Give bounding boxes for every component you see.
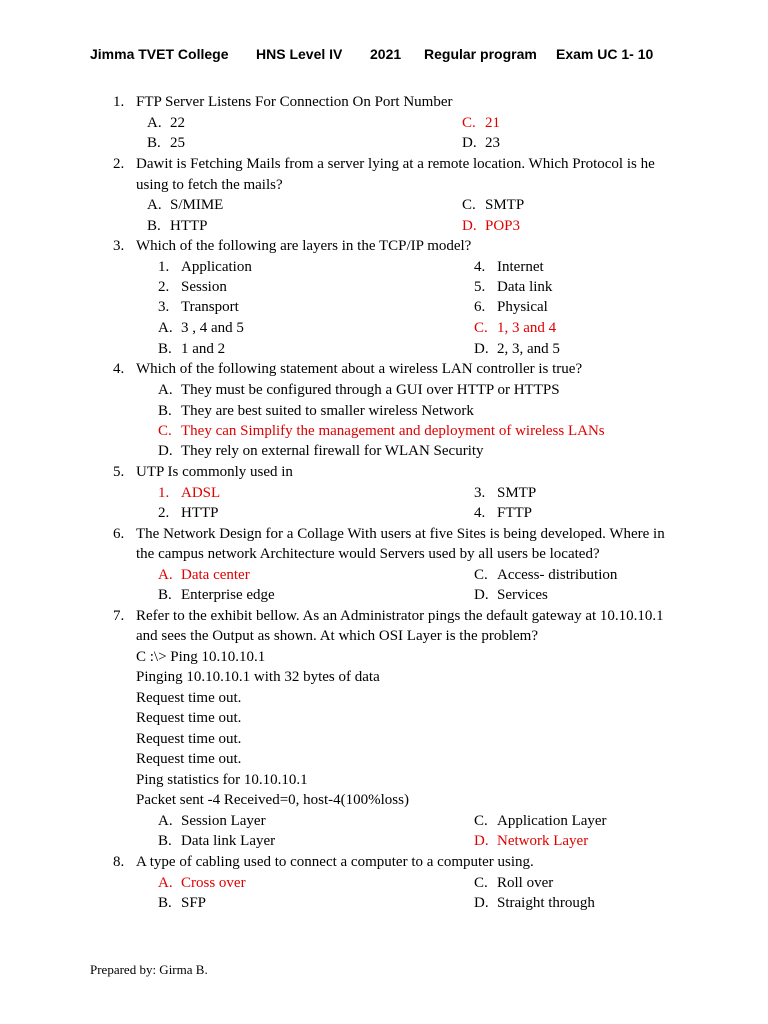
exhibit-line: Request time out. — [136, 710, 242, 726]
item-marker: 2. — [158, 279, 170, 295]
header-level: HNS Level IV — [256, 46, 343, 62]
option-2-marker: 2. — [158, 505, 170, 521]
option-a: They must be configured through a GUI over HTTP or HTTPS — [181, 382, 560, 398]
option-2: HTTP — [181, 505, 219, 521]
option-c-marker: C. — [474, 875, 488, 891]
option-b-marker: B. — [158, 403, 172, 419]
question-number: 3. — [113, 238, 125, 254]
item-text: Application — [181, 259, 252, 275]
question-number: 4. — [113, 361, 125, 377]
header-program: Regular program — [424, 46, 537, 62]
option-d-marker: D. — [462, 218, 477, 234]
exhibit-line: C :\> Ping 10.10.10.1 — [136, 649, 266, 665]
option-b-marker: B. — [158, 341, 172, 357]
item-marker: 6. — [474, 299, 486, 315]
option-a: 3 , 4 and 5 — [181, 320, 244, 336]
exhibit-line: Request time out. — [136, 690, 242, 706]
option-c-marker: C. — [474, 567, 488, 583]
option-b-marker: B. — [158, 833, 172, 849]
exhibit-line: Pinging 10.10.10.1 with 32 bytes of data — [136, 669, 380, 685]
option-b-marker: B. — [158, 895, 172, 911]
question-number: 7. — [113, 608, 125, 624]
option-d-marker: D. — [474, 341, 489, 357]
question-number: 1. — [113, 94, 125, 110]
question-text: FTP Server Listens For Connection On Port Number — [136, 94, 453, 110]
option-a-marker: A. — [158, 320, 173, 336]
option-4-marker: 4. — [474, 505, 486, 521]
option-d-marker: D. — [462, 135, 477, 151]
option-d: 2, 3, and 5 — [497, 341, 560, 357]
option-b: HTTP — [170, 218, 208, 234]
exhibit-line: Ping statistics for 10.10.10.1 — [136, 772, 308, 788]
header-exam: Exam UC 1- 10 — [556, 46, 654, 62]
option-a-marker: A. — [147, 115, 162, 131]
question-number: 6. — [113, 526, 125, 542]
option-c-answer: 21 — [485, 115, 500, 131]
option-b: 1 and 2 — [181, 341, 226, 357]
option-a: Session Layer — [181, 813, 266, 829]
option-c: Application Layer — [497, 813, 607, 829]
option-b-marker: B. — [147, 135, 161, 151]
item-text: Physical — [497, 299, 548, 315]
footer-prepared-by: Prepared by: Girma B. — [90, 962, 208, 977]
option-c: SMTP — [485, 197, 525, 213]
option-a-marker: A. — [147, 197, 162, 213]
question-text: Which of the following statement about a wireless LAN controller is true? — [136, 361, 583, 377]
option-c-marker: C. — [462, 197, 476, 213]
option-b: 25 — [170, 135, 185, 151]
option-c-marker: C. — [158, 423, 172, 439]
option-a: 22 — [170, 115, 185, 131]
exhibit-line: Request time out. — [136, 731, 242, 747]
option-a-marker: A. — [158, 875, 173, 891]
option-a-marker: A. — [158, 567, 173, 583]
question-text-line-2: and sees the Output as shown. At which OSI Layer is the problem? — [136, 628, 539, 644]
option-a: S/MIME — [170, 197, 224, 213]
option-a-marker: A. — [158, 813, 173, 829]
option-c-answer: 1, 3 and 4 — [497, 320, 557, 336]
item-text: Internet — [497, 259, 544, 275]
option-d-marker: D. — [158, 443, 173, 459]
question-text-line-2: using to fetch the mails? — [136, 177, 283, 193]
option-a-marker: A. — [158, 382, 173, 398]
question-number: 5. — [113, 464, 125, 480]
option-d-answer: POP3 — [485, 218, 521, 234]
option-1-answer: ADSL — [181, 485, 221, 501]
question-text-line-1: Dawit is Fetching Mails from a server lying at a remote location. Which Protocol is he — [136, 156, 655, 172]
header-year: 2021 — [370, 46, 402, 62]
option-a-answer: Data center — [181, 567, 250, 583]
option-c-marker: C. — [474, 320, 488, 336]
option-d: Straight through — [497, 895, 595, 911]
option-b-marker: B. — [158, 587, 172, 603]
option-b-marker: B. — [147, 218, 161, 234]
option-c: Access- distribution — [497, 567, 618, 583]
option-3-marker: 3. — [474, 485, 486, 501]
option-b: Data link Layer — [181, 833, 276, 849]
option-d-marker: D. — [474, 833, 489, 849]
option-d-answer: Network Layer — [497, 833, 589, 849]
question-text-line-1: Refer to the exhibit bellow. As an Administrator pings the default gateway at 10.10.10.1 — [136, 608, 664, 624]
question-text: Which of the following are layers in the TCP/IP model? — [136, 238, 472, 254]
question-number: 8. — [113, 854, 125, 870]
option-1-marker: 1. — [158, 485, 170, 501]
item-text: Data link — [497, 279, 553, 295]
option-c-answer: They can Simplify the management and deployment of wireless LANs — [181, 423, 605, 439]
option-d-marker: D. — [474, 587, 489, 603]
option-d: 23 — [485, 135, 500, 151]
option-c-marker: C. — [462, 115, 476, 131]
question-number: 2. — [113, 156, 125, 172]
item-text: Transport — [181, 299, 239, 315]
option-d: Services — [497, 587, 548, 603]
option-3: SMTP — [497, 485, 537, 501]
option-4: FTTP — [497, 505, 533, 521]
option-a-answer: Cross over — [181, 875, 246, 891]
item-text: Session — [181, 279, 227, 295]
item-marker: 1. — [158, 259, 170, 275]
exhibit-line: Request time out. — [136, 751, 242, 767]
header-college: Jimma TVET College — [90, 46, 229, 62]
question-text: UTP Is commonly used in — [136, 464, 293, 480]
item-marker: 4. — [474, 259, 486, 275]
exhibit-line: Packet sent -4 Received=0, host-4(100%loss) — [136, 792, 409, 808]
option-b: They are best suited to smaller wireless Network — [181, 403, 474, 419]
option-d-marker: D. — [474, 895, 489, 911]
option-b: Enterprise edge — [181, 587, 275, 603]
option-d: They rely on external firewall for WLAN Security — [181, 443, 484, 459]
question-text: A type of cabling used to connect a computer to a computer using. — [136, 854, 534, 870]
item-marker: 3. — [158, 299, 170, 315]
item-marker: 5. — [474, 279, 486, 295]
question-text-line-1: The Network Design for a Collage With users at five Sites is being developed. Where in — [136, 526, 665, 542]
question-text-line-2: the campus network Architecture would Servers used by all users be located? — [136, 546, 600, 562]
option-b: SFP — [181, 895, 207, 911]
option-c-marker: C. — [474, 813, 488, 829]
option-c: Roll over — [497, 875, 554, 891]
